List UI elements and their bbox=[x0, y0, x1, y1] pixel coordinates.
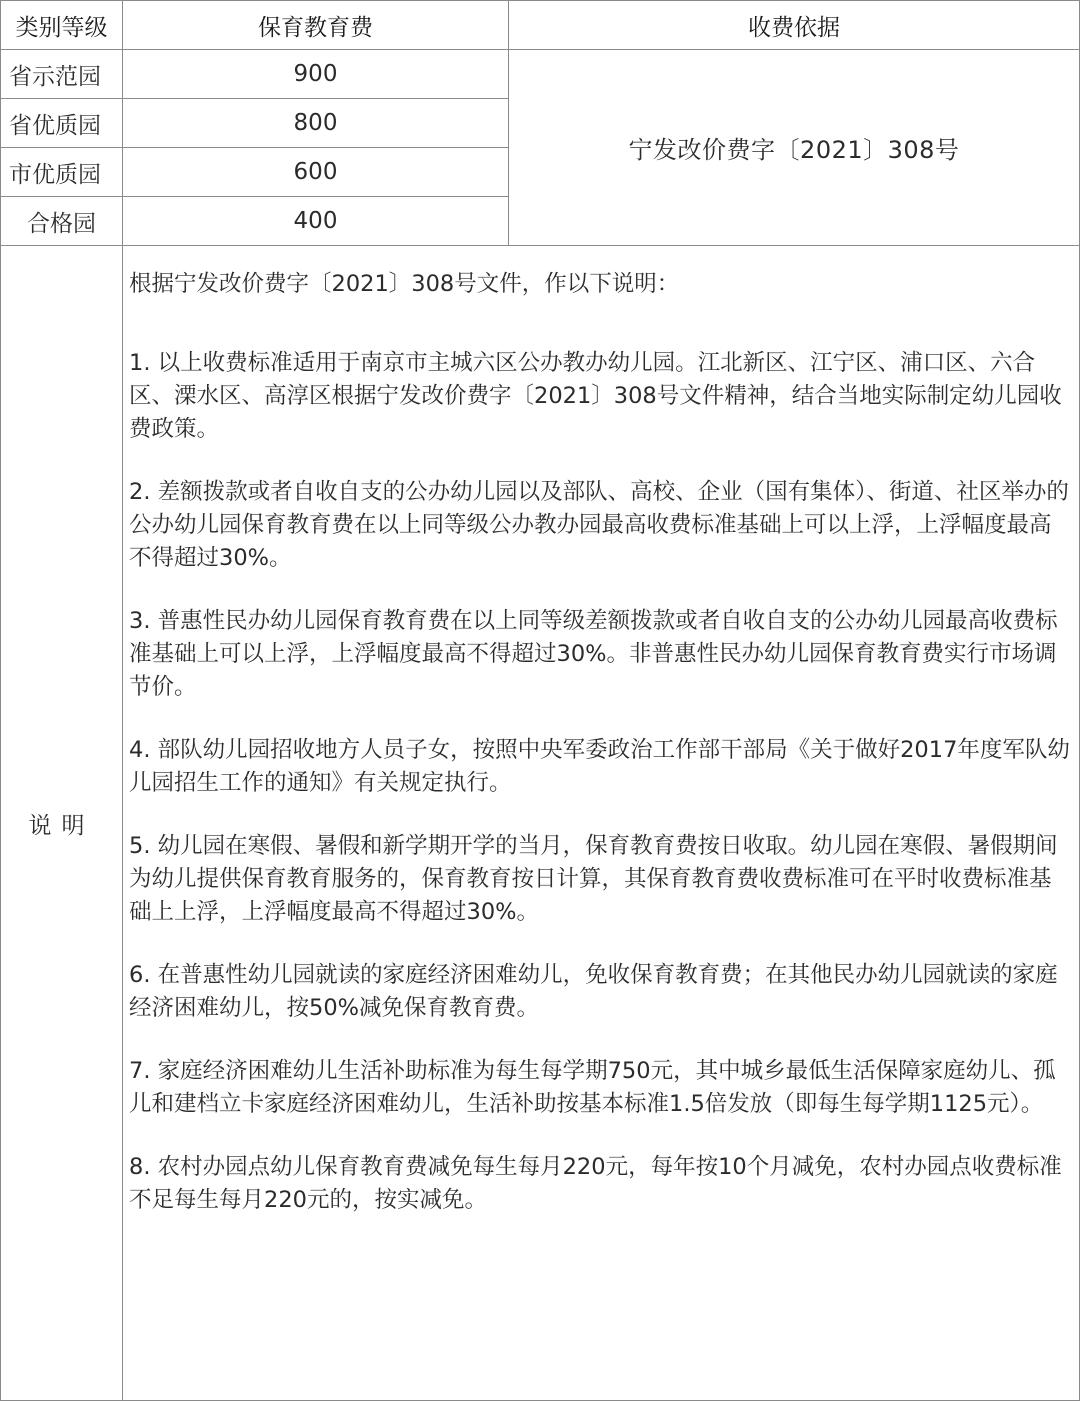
category-cell: 省优质园 bbox=[1, 99, 123, 148]
fee-cell: 400 bbox=[123, 197, 509, 246]
header-fee: 保育教育费 bbox=[123, 1, 509, 50]
note-item-1: 1. 以上收费标准适用于南京市主城六区公办教办幼儿园。江北新区、江宁区、浦口区、六合区、溧水区、高淳区根据宁发改价费字〔2021〕308号文件精神，结合当地实际制定幼儿园收费政策。 bbox=[129, 350, 1062, 442]
category-cell: 合格园 bbox=[1, 197, 123, 246]
fee-cell: 600 bbox=[123, 148, 509, 197]
table-row bbox=[1, 50, 1080, 99]
category-cell: 省示范园 bbox=[1, 50, 123, 99]
category-cell: 市优质园 bbox=[1, 148, 123, 197]
header-category: 类别等级 bbox=[1, 1, 123, 50]
header-basis: 收费依据 bbox=[509, 1, 1080, 50]
notes-row bbox=[1, 246, 1080, 1401]
table-header-row bbox=[1, 1, 1080, 50]
note-item-5: 5. 幼儿园在寒假、暑假和新学期开学的当月，保育教育费按日收取。幼儿园在寒假、暑假期间为幼儿提供保育教育服务的，保育教育按日计算，其保育教育费收费标准可在平时收费标准基础上上浮，上浮幅度最高不得超过30%。 bbox=[129, 833, 1058, 925]
note-item-8: 8. 农村办园点幼儿保育教育费减免每生每月220元，每年按10个月减免，农村办园点收费标准不足每生每月220元的，按实减免。 bbox=[129, 1154, 1062, 1213]
note-item-2: 2. 差额拨款或者自收自支的公办幼儿园以及部队、高校、企业（国有集体）、街道、社区举办的公办幼儿园保育教育费在以上同等级公办教办园最高收费标准基础上可以上浮，上浮幅度最高不得超过30%。 bbox=[129, 479, 1069, 571]
note-item-4: 4. 部队幼儿园招收地方人员子女，按照中央军委政治工作部干部局《关于做好2017年度军队幼儿园招生工作的通知》有关规定执行。 bbox=[129, 737, 1070, 796]
fee-cell: 900 bbox=[123, 50, 509, 99]
basis-cell: 宁发改价费字〔2021〕308号 bbox=[509, 50, 1080, 246]
fee-cell: 800 bbox=[123, 99, 509, 148]
notes-cell bbox=[123, 246, 1080, 1401]
notes-intro: 根据宁发改价费字〔2021〕308号文件，作以下说明： bbox=[129, 271, 680, 297]
note-item-7: 7. 家庭经济困难幼儿生活补助标准为每生每学期750元，其中城乡最低生活保障家庭幼儿、孤儿和建档立卡家庭经济困难幼儿，生活补助按基本标准1.5倍发放（即每生每学期1125元）。 bbox=[129, 1058, 1056, 1117]
note-item-3: 3. 普惠性民办幼儿园保育教育费在以上同等级差额拨款或者自收自支的公办幼儿园最高收费标准基础上可以上浮，上浮幅度最高不得超过30%。非普惠性民办幼儿园保育教育费实行市场调节价。 bbox=[129, 608, 1058, 700]
notes-label: 说明 bbox=[1, 246, 123, 1401]
note-item-6: 6. 在普惠性幼儿园就读的家庭经济困难幼儿，免收保育教育费；在其他民办幼儿园就读的家庭经济困难幼儿，按50%减免保育教育费。 bbox=[129, 962, 1058, 1021]
